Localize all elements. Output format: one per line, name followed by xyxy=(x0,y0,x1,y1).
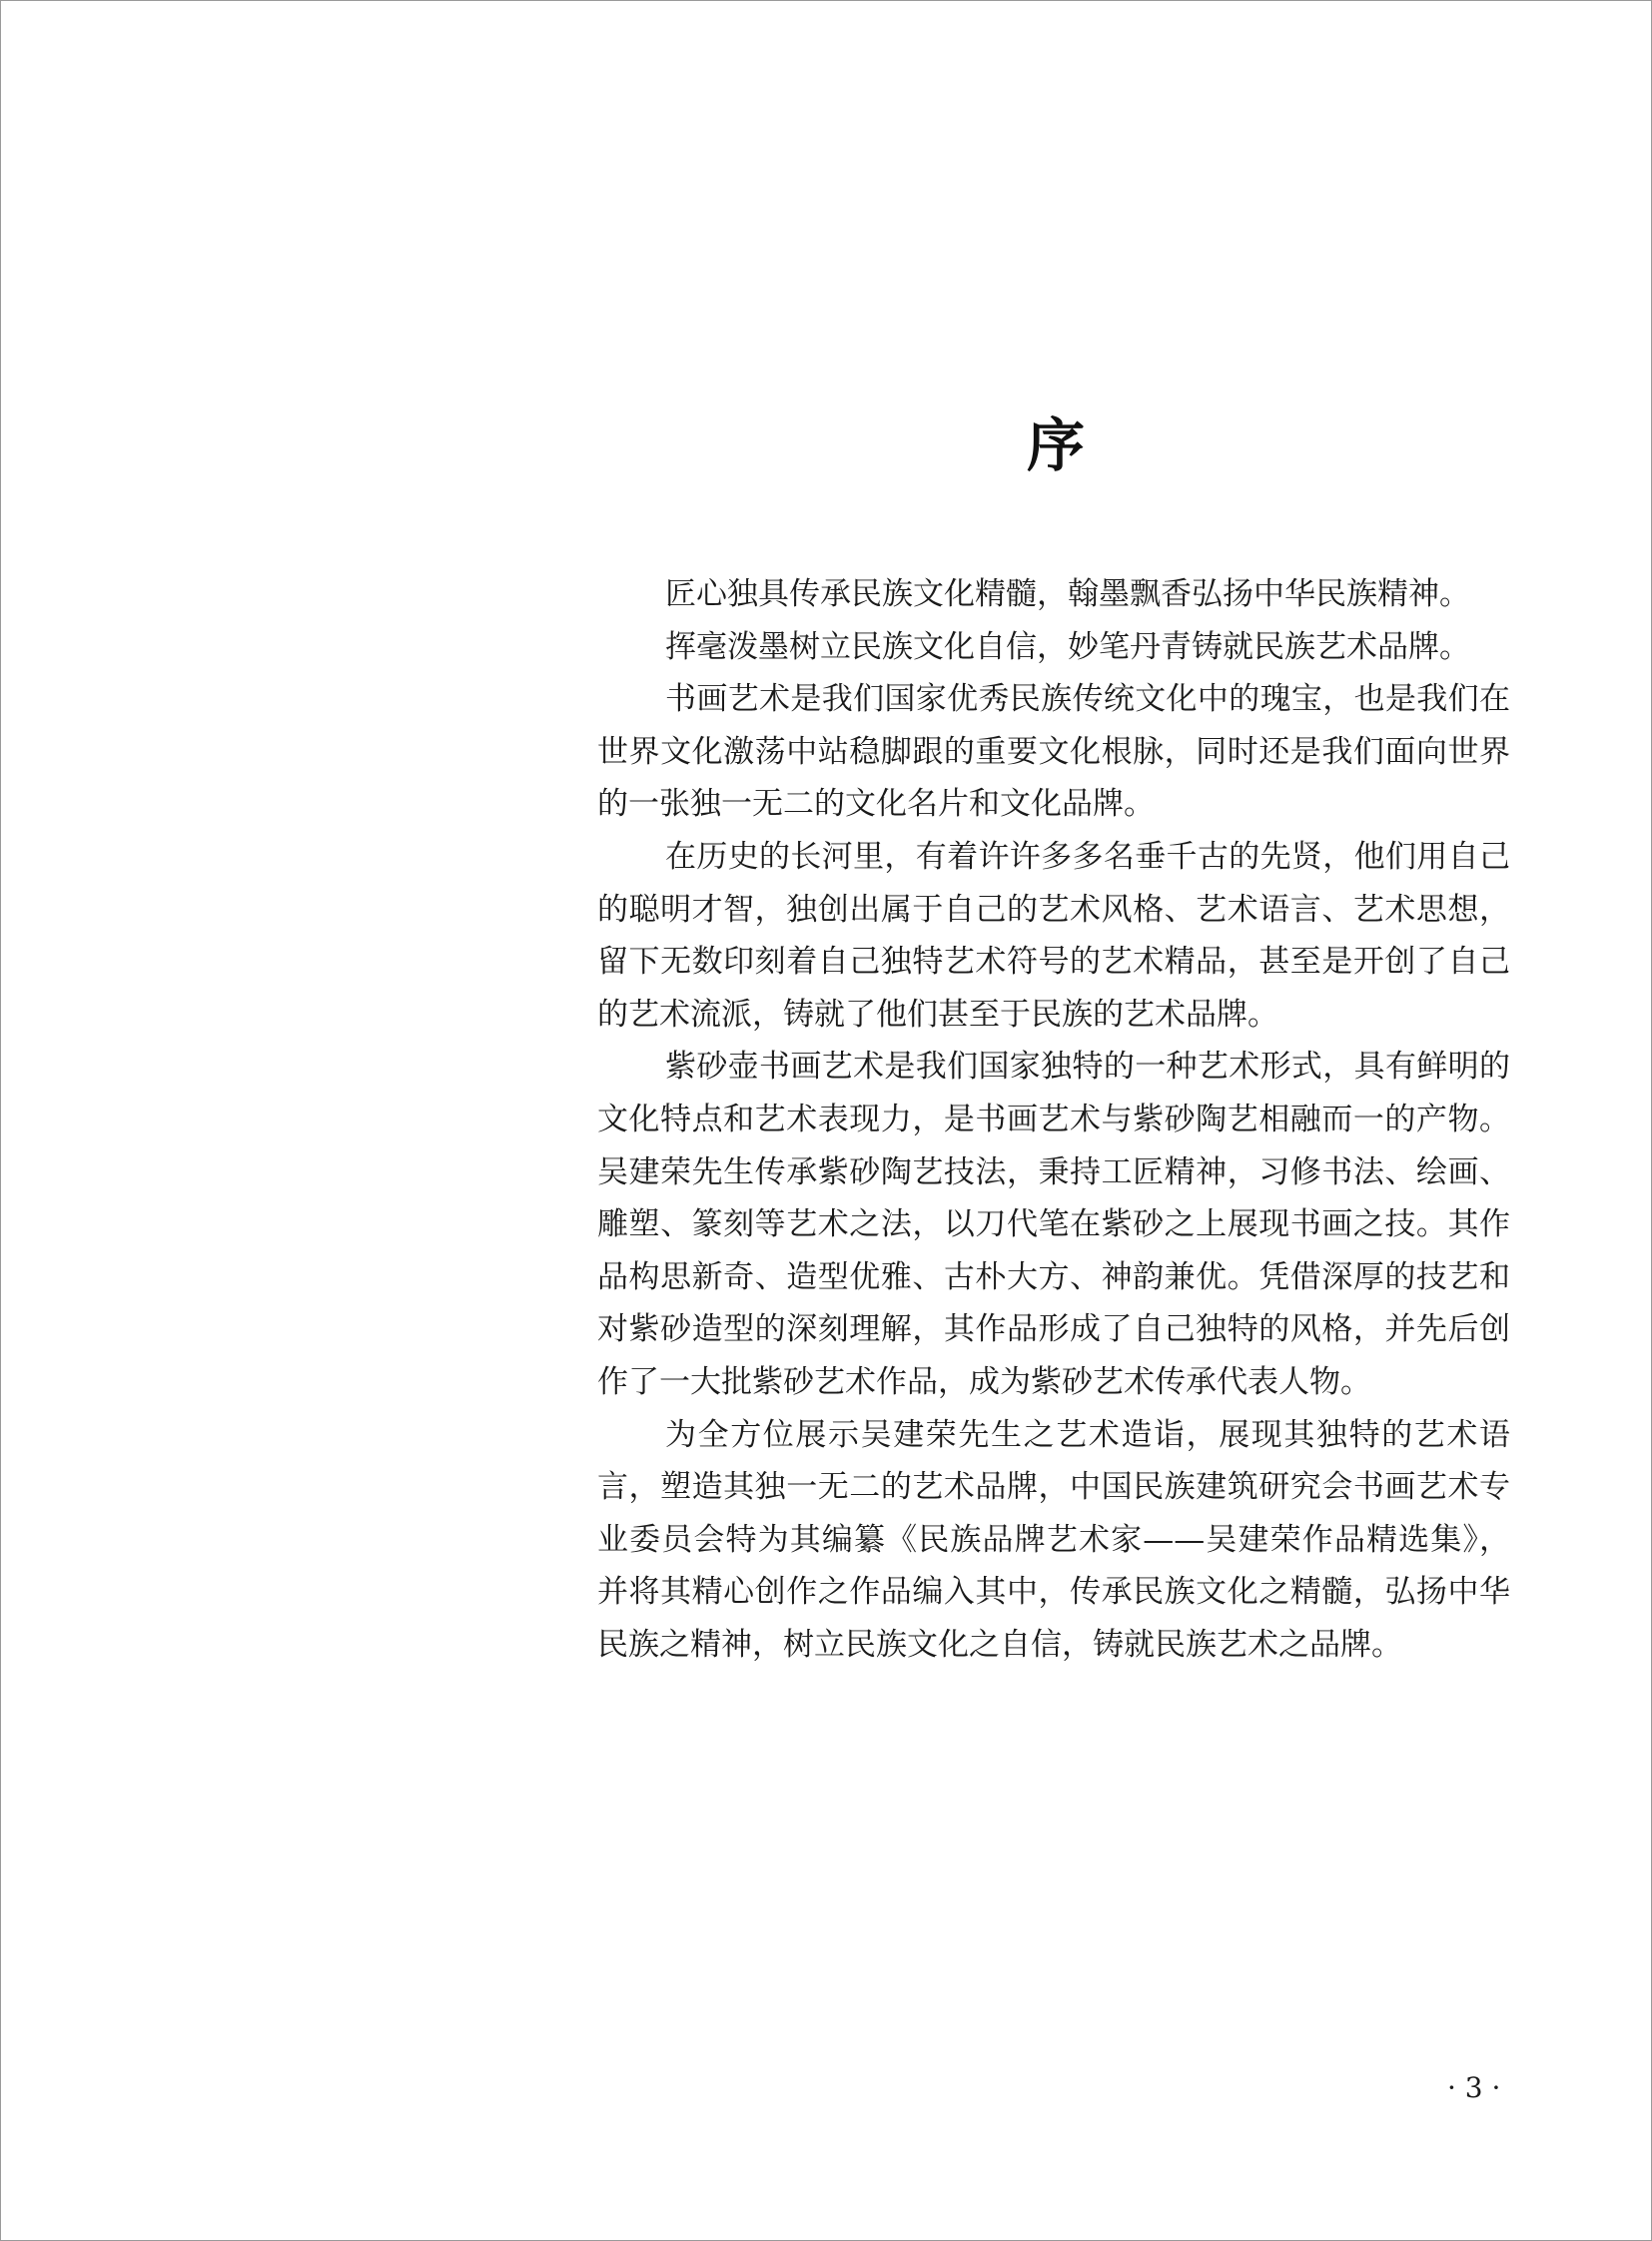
paragraph: 在历史的长河里，有着许许多多名垂千古的先贤，他们用自己的聪明才智，独创出属于自己的艺术风格、艺术语言、艺术思想，留下无数印刻着自己独特艺术符号的艺术精品，甚至是开创了自己的艺术流派，铸就了他们甚至于民族的艺术品牌。 xyxy=(597,838,1510,1033)
paragraph: 紫砂壶书画艺术是我们国家独特的一种艺术形式，具有鲜明的文化特点和艺术表现力，是书画艺术与紫砂陶艺相融而一的产物。吴建荣先生传承紫砂陶艺技法，秉持工匠精神，习修书法、绘画、雕塑、篆刻等艺术之法，以刀代笔在紫砂之上展现书画之技。其作品构思新奇、造型优雅、古朴大方、神韵兼优。凭借深厚的技艺和对紫砂造型的深刻理解，其作品形成了自己独特的风格，并先后创作了一大批紫砂艺术作品，成为紫砂艺术传承代表人物。 xyxy=(597,1049,1510,1400)
page-title: 序 xyxy=(1026,411,1085,479)
paragraph: 为全方位展示吴建荣先生之艺术造诣，展现其独特的艺术语言，塑造其独一无二的艺术品牌，中国民族建筑研究会书画艺术专业委员会特为其编纂《民族品牌艺术家——吴建荣作品精选集》，并将其精心创作之作品编入其中，传承民族文化之精髓，弘扬中华民族之精神，树立民族文化之自信，铸就民族艺术之品牌。 xyxy=(597,1416,1510,1663)
paragraph: 书画艺术是我们国家优秀民族传统文化中的瑰宝，也是我们在世界文化激荡中站稳脚跟的重要文化根脉，同时还是我们面向世界的一张独一无二的文化名片和文化品牌。 xyxy=(597,681,1510,823)
body-text xyxy=(597,568,1510,1671)
paragraph: 匠心独具传承民族文化精髓，翰墨飘香弘扬中华民族精神。 xyxy=(665,576,1470,612)
paragraph: 挥毫泼墨树立民族文化自信，妙笔丹青铸就民族艺术品牌。 xyxy=(665,628,1470,665)
page-number: · 3 · xyxy=(1447,2071,1501,2104)
